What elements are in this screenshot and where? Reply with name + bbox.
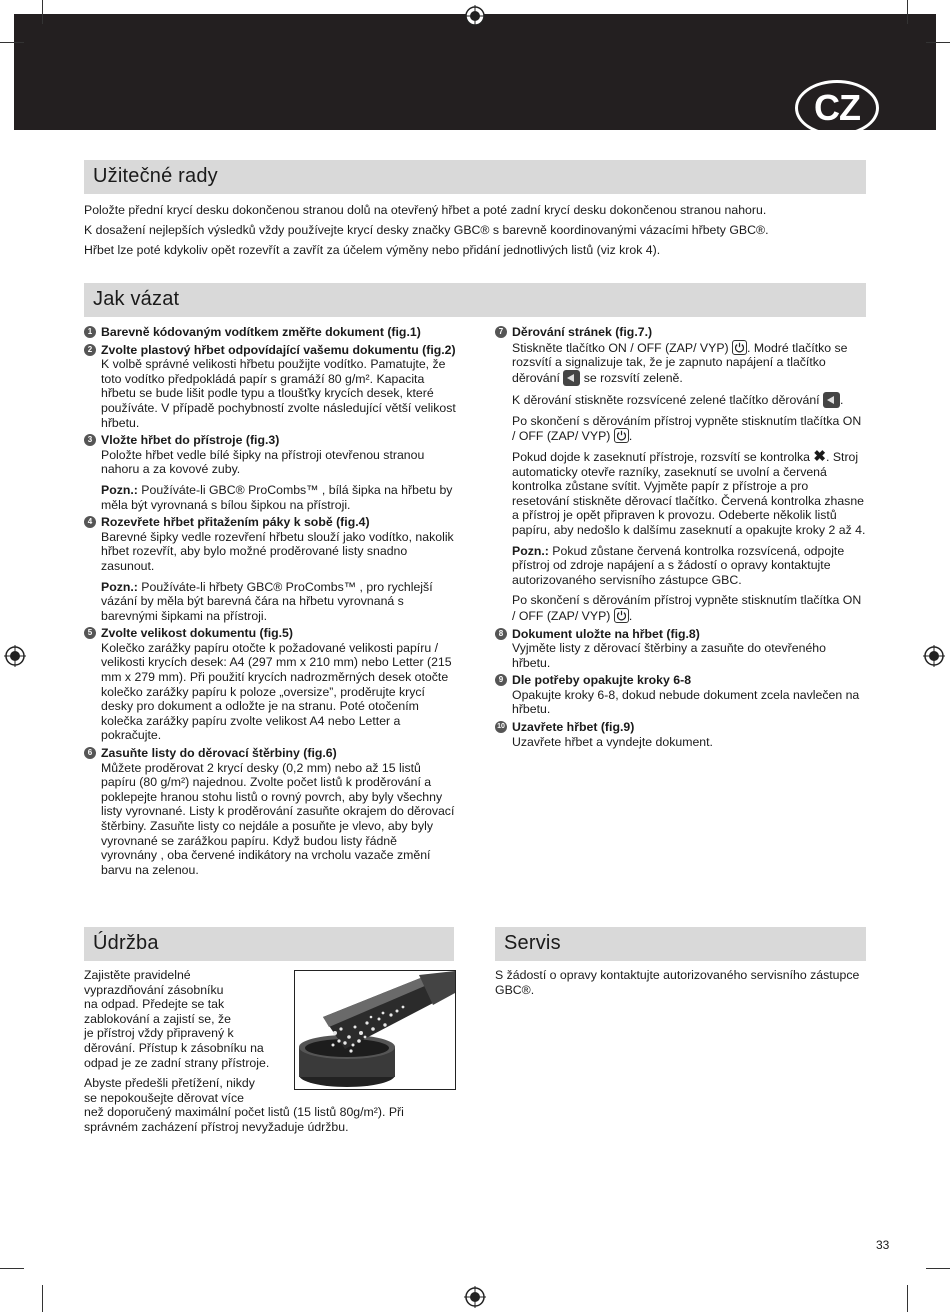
tips-line: K dosažení nejlepších výsledků vždy používejte krycí desky značky GBC® s barevně koordinovanými vázacími hřbety GBC®.	[84, 223, 769, 237]
note-text: Používáte-li hřbety GBC® ProCombs™ , pro rychlejší vázání by měla být barevná čára na hřbetu vyrovnaná s barevnými šipkami na přístroji.	[101, 579, 433, 623]
step-2	[84, 343, 456, 431]
power-button-icon	[614, 428, 629, 443]
step-title: Zasuňte listy do děrovací štěrbiny (fig.6)	[101, 746, 337, 761]
crop-mark	[907, 1285, 908, 1312]
maintenance-line: odpad je ze zadní strany přístroje.	[84, 1055, 270, 1070]
step-number: 6	[84, 747, 96, 759]
step-paragraph	[512, 593, 867, 623]
section-title: Užitečné rady	[93, 165, 218, 187]
step-text: Uzavřete hřbet a vyndejte dokument.	[512, 734, 713, 749]
step-6	[84, 746, 456, 877]
step-text: Kolečko zarážky papíru otočte k požadované velikosti papíru / velikosti krycích desek: A4 (297 mm x 210 mm) nebo Letter (215 mm x 279 mm). Při použití krycích nadrozměrných desek otočte kolečko zarážky papíru k poloze „oversize”, proděrujte krycí desky pro dokument a odložte je na stranu. Poté otočením kolečka zarážky papíru zvolte velikost A4 nebo Letter a pokračujte.	[101, 640, 452, 743]
crop-mark	[926, 1268, 950, 1269]
step-title: Zvolte velikost dokumentu (fig.5)	[101, 626, 293, 641]
step-1	[84, 325, 456, 340]
maintenance-tail: než doporučený maximální počet listů (15 listů 80g/m²). Při správném zacházení přístroj nevyžaduje údržbu.	[84, 1105, 404, 1134]
step-number: 7	[495, 326, 507, 338]
step-number: 4	[84, 516, 96, 528]
step-3	[84, 433, 456, 512]
step-title: Vložte hřbet do přístroje (fig.3)	[101, 433, 280, 448]
maintenance-line: vyprazdňování zásobníku	[84, 982, 224, 997]
maintenance-text	[84, 968, 454, 1135]
step-text: .	[628, 429, 633, 444]
step-text: Barevné šipky vedle rozevření hřbetu slouží jako vodítko, nakolik hřbet rozevřít, aby bylo možné proděrované listy snadno zasunout.	[101, 529, 454, 573]
tips-line: Hřbet lze poté kdykoliv opět rozevřít a zavřít za účelem výměny nebo přidání jednotlivých listů (viz krok 4).	[84, 243, 661, 257]
maintenance-line: je přístroj vždy připravený k	[84, 1026, 234, 1041]
step-paragraph	[512, 447, 867, 538]
step-paragraph	[512, 414, 867, 444]
registration-mark-icon	[464, 5, 486, 27]
step-title: Rozevřete hřbet přitažením páky k sobě (fig.4)	[101, 515, 370, 530]
step-note	[101, 483, 456, 512]
step-text: Pokud dojde k zaseknutí přístroje, rozsvítí se kontrolka	[512, 449, 814, 464]
section-header-tips	[84, 160, 866, 194]
step-text: Položte hřbet vedle bílé šipky na přístroji otevřenou stranou nahoru a za kovové zuby.	[101, 447, 425, 477]
step-4	[84, 515, 456, 623]
crop-mark	[907, 0, 908, 24]
step-text: se rozsvítí zeleně.	[580, 370, 683, 385]
step-title: Dokument uložte na hřbet (fig.8)	[512, 626, 700, 641]
step-number: 2	[84, 344, 96, 356]
section-header-service	[495, 927, 866, 961]
step-8	[495, 627, 867, 671]
punch-button-icon	[823, 392, 840, 408]
step-text: Vyjměte listy z děrovací štěrbiny a zasuňte do otevřeného hřbetu.	[512, 641, 826, 670]
step-text: Po skončení s děrováním přístroj vypněte stisknutím tlačítka ON / OFF (ZAP/ VYP)	[512, 593, 862, 623]
step-number: 5	[84, 627, 96, 639]
note-text: Pokud zůstane červená kontrolka rozsvícená, odpojte přístroj od zdroje napájení a s žádostí o opravy kontaktujte autorizovaného servisního zástupce GBC.	[512, 543, 845, 587]
step-text: Stiskněte tlačítko ON / OFF (ZAP/ VYP)	[512, 340, 733, 355]
maintenance-line: zablokování a zajistí se, že	[84, 1011, 231, 1026]
power-button-icon	[614, 608, 629, 623]
step-title: Zvolte plastový hřbet odpovídající vašemu dokumentu (fig.2)	[101, 342, 456, 357]
registration-mark-icon	[923, 645, 945, 667]
maintenance-line: Zajistěte pravidelné	[84, 968, 191, 982]
step-note	[101, 580, 456, 624]
section-title: Servis	[504, 932, 561, 954]
crop-mark	[42, 0, 43, 24]
step-title: Dle potřeby opakujte kroky 6-8	[512, 673, 692, 688]
punch-button-icon	[563, 370, 580, 386]
note-label: Pozn.:	[101, 482, 138, 497]
note-text: Používáte-li GBC® ProCombs™ , bílá šipka na hřbetu by měla být vyrovnaná s bílou šipkou na přístroji.	[101, 482, 453, 512]
step-title: Uzavřete hřbet (fig.9)	[512, 720, 635, 735]
header-band	[14, 14, 936, 130]
section-header-maintenance	[84, 927, 454, 961]
step-number: 9	[495, 674, 507, 686]
maintenance-line: děrování. Přístup k zásobníku na	[84, 1040, 264, 1055]
registration-mark-icon	[464, 1286, 486, 1308]
step-text: . Modré tlačítko se rozsvítí a signalizuje tak, že je zapnuto napájení a tlačítko děrování	[512, 340, 848, 385]
step-10	[495, 720, 867, 749]
howto-left-column	[84, 325, 456, 880]
step-9	[495, 673, 867, 717]
crop-mark	[0, 1268, 24, 1269]
step-text: .	[628, 608, 633, 623]
service-text: S žádostí o opravy kontaktujte autorizovaného servisního zástupce GBC®.	[495, 968, 860, 997]
crop-mark	[0, 42, 24, 43]
section-title: Jak vázat	[93, 288, 180, 310]
maintenance-line: se nepokoušejte děrovat více	[84, 1090, 244, 1105]
step-number: 8	[495, 628, 507, 640]
step-title: Děrování stránek (fig.7.)	[512, 325, 653, 339]
step-text: Po skončení s děrováním přístroj vypněte stisknutím tlačítka ON / OFF (ZAP/ VYP)	[512, 413, 862, 444]
maintenance-line: na odpad. Předejte se tak	[84, 997, 225, 1012]
language-badge: CZ	[795, 80, 879, 136]
crop-mark	[926, 42, 950, 43]
section-header-howto	[84, 283, 866, 317]
jam-indicator-icon: ✖	[813, 447, 826, 465]
step-text: . Stroj automaticky otevře razníky, zaseknutí se uvolní a červená kontrolka zůstane svítit. Vyjměte papír z přístroje a pro resetování stiskněte děrovací tlačítko. Červená kontrolka zhasne a přístroj je opět připraven k provozu. Odeberte několik listů papíru, aby nedošlo k dalšímu zaseknutí a opakujte kroky 2 až 4.	[512, 449, 866, 537]
step-number: 1	[84, 326, 96, 338]
step-text: K děrování stiskněte rozsvícené zelené tlačítko děrování	[512, 392, 824, 407]
step-text: .	[840, 392, 844, 407]
step-paragraph	[512, 392, 867, 408]
note-label: Pozn.:	[512, 543, 549, 558]
step-note	[512, 544, 867, 588]
power-button-icon	[732, 340, 747, 355]
step-number: 10	[495, 721, 507, 733]
page-number: 33	[876, 1238, 890, 1252]
step-text: K volbě správné velikosti hřbetu použijte vodítko. Pamatujte, že toto vodítko předpokládá papír s gramáží 80 g/m². Kapacita hřbetu se bude lišit podle typu a tloušťky krycích desek, které používáte. V případě pochybností zvolte následující větší velikost hřbetu.	[101, 357, 456, 430]
note-label: Pozn.:	[101, 579, 138, 594]
step-text: Opakujte kroky 6-8, dokud nebude dokument zcela navlečen na hřbetu.	[512, 687, 860, 717]
step-text: Můžete proděrovat 2 krycí desky (0,2 mm) nebo až 15 listů papíru (80 g/m²) najednou. Zvolte počet listů k proděrování a poklepejte hranou stohu listů o rovný povrch, aby byly všechny listy vyrovnané. Listy k proděrování zasuňte okrajem do děrovací štěrbiny. Zasuňte listy co nejdále a posuňte je vlevo, aby byly vyrovnané se zarážkou papíru. Když budou listy řádně vyrovnány , oba červené indikátory na vrcholu vazače změní barvu na zelenou.	[101, 760, 455, 877]
crop-mark	[42, 1285, 43, 1312]
step-number: 3	[84, 434, 96, 446]
step-title: Barevně kódovaným vodítkem změřte dokument (fig.1)	[101, 325, 421, 339]
tips-line: Položte přední krycí desku dokončenou stranou dolů na otevřený hřbet a poté zadní krycí desku dokončenou stranou nahoru.	[84, 203, 767, 217]
step-7	[495, 325, 867, 624]
howto-right-column	[495, 325, 867, 752]
registration-mark-icon	[4, 645, 26, 667]
step-5	[84, 626, 456, 743]
section-title: Údržba	[93, 932, 159, 954]
tips-text	[84, 200, 874, 260]
maintenance-line: Abyste předešli přetížení, nikdy	[84, 1076, 255, 1091]
step-paragraph	[512, 341, 848, 385]
